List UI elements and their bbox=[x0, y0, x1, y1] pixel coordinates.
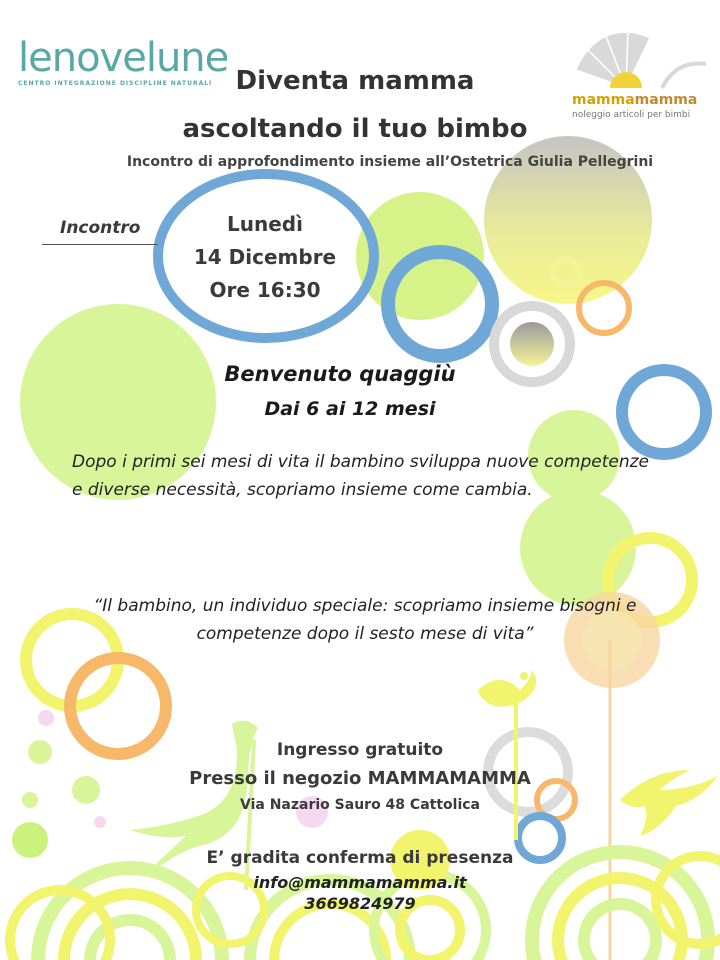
event-day: Lunedì bbox=[227, 212, 303, 236]
main-heading: Benvenuto quaggiù bbox=[224, 362, 456, 386]
event-label: Incontro bbox=[60, 218, 141, 238]
blue-ring-right bbox=[622, 370, 706, 454]
lenovelune-tagline: CENTRO INTEGRAZIONE DISCIPLINE NATURALI bbox=[18, 80, 213, 87]
description-paragraph: Dopo i primi sei mesi di vita il bambino sviluppa nuove competenze e diverse necessità, scopriamo insieme come cambia. bbox=[72, 452, 650, 500]
hummingbird-icon bbox=[620, 770, 718, 836]
brand-part2: mamma bbox=[634, 92, 698, 108]
subtitle: Incontro di approfondimento insieme all’Ostetrica Giulia Pellegrini bbox=[126, 154, 654, 170]
title-line-1: Diventa mamma bbox=[235, 66, 475, 96]
phone-text: 3669824979 bbox=[304, 894, 416, 913]
quote-text: “Il bambino, un individuo speciale: scopriamo insieme bisogni e competenze dopo il sesto mese di vita” bbox=[93, 596, 637, 644]
bird-icon bbox=[478, 670, 536, 707]
lenovelune-wordmark: lenovelune bbox=[18, 35, 229, 81]
confirm-text: E’ gradita conferma di presenza bbox=[206, 848, 514, 868]
event-date: 14 Dicembre bbox=[193, 245, 337, 269]
event-label-underline bbox=[42, 244, 158, 245]
title-line-2: ascoltando il tuo bimbo bbox=[182, 114, 528, 144]
venue-text: Presso il negozio MAMMAMAMMA bbox=[189, 768, 531, 789]
entry-text: Ingresso gratuito bbox=[276, 740, 444, 760]
event-time: Ore 16:30 bbox=[209, 278, 321, 302]
age-range: Dai 6 ai 12 mesi bbox=[264, 398, 436, 420]
brand-part1: mamma bbox=[572, 92, 635, 108]
email-link[interactable]: info@mammamamma.it bbox=[253, 873, 467, 892]
address-text: Via Nazario Sauro 48 Cattolica bbox=[240, 797, 480, 813]
mammamamma-tagline: noleggio articoli per bimbi bbox=[572, 110, 691, 120]
